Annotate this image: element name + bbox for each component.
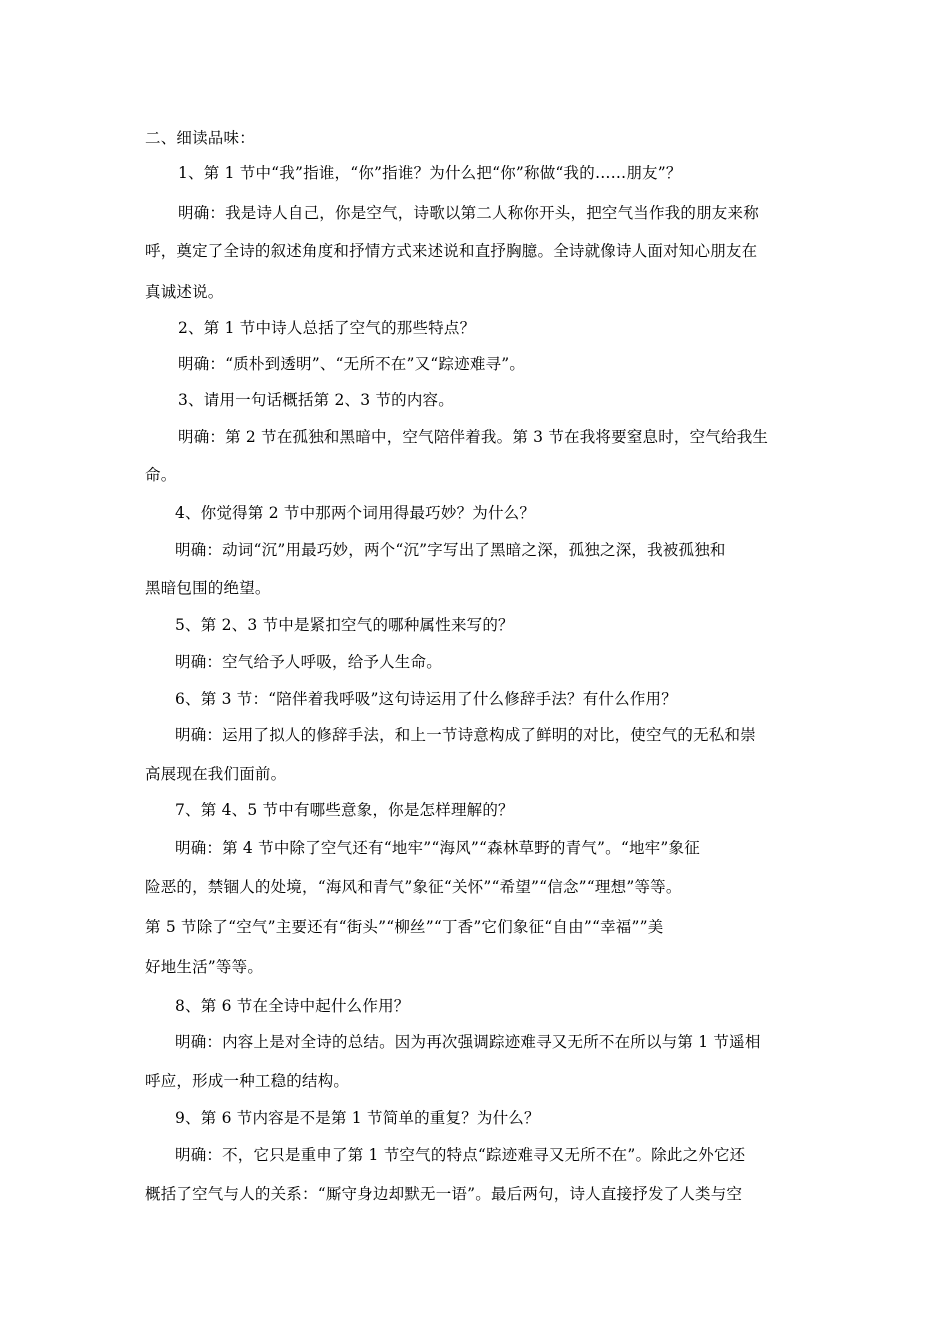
- answer-4-line-1: 明确：动词“沉”用最巧妙，两个“沉”字写出了黑暗之深，孤独之深，我被孤独和: [175, 541, 726, 559]
- question-1: 1、第 1 节中“我”指谁，“你”指谁？为什么把“你”称做“我的……朋友”？: [178, 164, 682, 182]
- question-9: 9、第 6 节内容是不是第 1 节简单的重复？为什么？: [175, 1109, 540, 1127]
- answer-5-line-1: 明确：空气给予人呼吸，给予人生命。: [175, 653, 442, 671]
- question-7: 7、第 4、5 节中有哪些意象，你是怎样理解的？: [175, 801, 514, 819]
- question-5: 5、第 2、3 节中是紧扣空气的哪种属性来写的？: [175, 616, 514, 634]
- answer-1-line-3: 真诚述说。: [145, 283, 224, 301]
- answer-3-line-1: 明确：第 2 节在孤独和黑暗中，空气陪伴着我。第 3 节在我将要窒息时，空气给我生: [178, 428, 769, 446]
- answer-7-line-1: 明确：第 4 节中除了空气还有“地牢”“海风”“森林草野的青气”。“地牢”象征: [175, 839, 700, 857]
- section-heading: 二、细读品味：: [145, 129, 255, 147]
- answer-8-line-2: 呼应，形成一种工稳的结构。: [145, 1072, 350, 1090]
- question-3: 3、请用一句话概括第 2、3 节的内容。: [178, 391, 454, 409]
- answer-6-line-2: 高展现在我们面前。: [145, 765, 287, 783]
- answer-6-line-1: 明确：运用了拟人的修辞手法，和上一节诗意构成了鲜明的对比，使空气的无私和崇: [175, 726, 756, 744]
- answer-9-line-2: 概括了空气与人的关系：“厮守身边却默无一语”。最后两句，诗人直接抒发了人类与空: [145, 1185, 743, 1203]
- question-4: 4、你觉得第 2 节中那两个词用得最巧妙？为什么？: [175, 504, 536, 522]
- question-8: 8、第 6 节在全诗中起什么作用？: [175, 997, 410, 1015]
- answer-7-line-3: 第 5 节除了“空气”主要还有“街头”“柳丝”“丁香”它们象征“自由”“幸福””美: [145, 918, 664, 936]
- question-6: 6、第 3 节：“陪伴着我呼吸”这句诗运用了什么修辞手法？有什么作用？: [175, 690, 677, 708]
- answer-1-line-2: 呼，奠定了全诗的叙述角度和抒情方式来述说和直抒胸臆。全诗就像诗人面对知心朋友在: [145, 242, 758, 260]
- answer-9-line-1: 明确：不，它只是重申了第 1 节空气的特点“踪迹难寻又无所不在”。除此之外它还: [175, 1146, 746, 1164]
- question-2: 2、第 1 节中诗人总括了空气的那些特点？: [178, 319, 476, 337]
- answer-3-line-2: 命。: [145, 466, 177, 484]
- answer-7-line-2: 险恶的，禁锢人的处境，“海风和青气”象征“关怀”“希望”“信念”“理想”等等。: [145, 878, 682, 896]
- answer-4-line-2: 黑暗包围的绝望。: [145, 579, 271, 597]
- answer-2-line-1: 明确：“质朴到透明”、“无所不在”又“踪迹难寻”。: [178, 355, 526, 373]
- answer-8-line-1: 明确：内容上是对全诗的总结。因为再次强调踪迹难寻又无所不在所以与第 1 节遥相: [175, 1033, 761, 1051]
- answer-1-line-1: 明确：我是诗人自己，你是空气，诗歌以第二人称你开头，把空气当作我的朋友来称: [178, 204, 759, 222]
- answer-7-line-4: 好地生活”等等。: [145, 958, 264, 976]
